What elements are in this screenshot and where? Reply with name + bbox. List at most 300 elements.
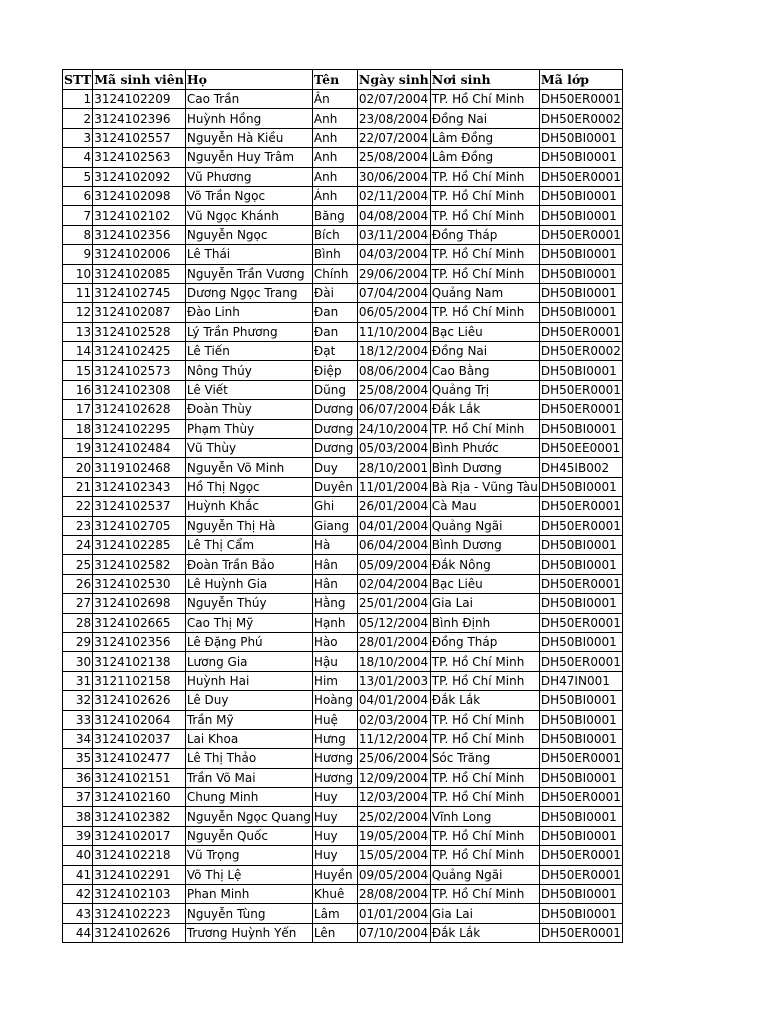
cell-student-id: 3124102218 (93, 846, 186, 865)
cell-student-id: 3124102064 (93, 710, 186, 729)
cell-birth-date: 24/10/2004 (357, 419, 430, 438)
cell-last-name: Nguyễn Ngọc Quang (185, 807, 312, 826)
cell-first-name: Anh (312, 109, 357, 128)
cell-birth-date: 01/01/2004 (357, 904, 430, 923)
cell-birth-place: TP. Hồ Chí Minh (430, 245, 539, 264)
cell-class-code: DH50BI0001 (539, 361, 622, 380)
cell-stt: 18 (63, 419, 93, 438)
cell-birth-place: TP. Hồ Chí Minh (430, 710, 539, 729)
cell-stt: 16 (63, 380, 93, 399)
table-row (63, 245, 623, 264)
cell-first-name: Huy (312, 846, 357, 865)
cell-stt: 33 (63, 710, 93, 729)
header-row (63, 70, 623, 90)
cell-class-code: DH50ER0001 (539, 652, 622, 671)
cell-class-code: DH50ER0001 (539, 225, 622, 244)
cell-birth-place: TP. Hồ Chí Minh (430, 826, 539, 845)
cell-class-code: DH50ER0002 (539, 109, 622, 128)
cell-birth-place: Đồng Nai (430, 342, 539, 361)
cell-student-id: 3124102087 (93, 303, 186, 322)
cell-stt: 43 (63, 904, 93, 923)
cell-last-name: Lai Khoa (185, 729, 312, 748)
cell-student-id: 3124102537 (93, 497, 186, 516)
cell-student-id: 3124102745 (93, 283, 186, 302)
table-row (63, 652, 623, 671)
cell-birth-place: Bạc Liêu (430, 574, 539, 593)
cell-first-name: Huy (312, 788, 357, 807)
cell-last-name: Lê Đặng Phú (185, 632, 312, 651)
cell-first-name: Anh (312, 167, 357, 186)
cell-birth-place: TP. Hồ Chí Minh (430, 846, 539, 865)
cell-student-id: 3124102626 (93, 691, 186, 710)
cell-class-code: DH50ER0001 (539, 516, 622, 535)
table-row (63, 826, 623, 845)
cell-last-name: Dương Ngọc Trang (185, 283, 312, 302)
cell-student-id: 3124102628 (93, 400, 186, 419)
cell-class-code: DH50ER0001 (539, 865, 622, 884)
cell-birth-date: 02/11/2004 (357, 186, 430, 205)
cell-student-id: 3124102138 (93, 652, 186, 671)
cell-birth-date: 23/08/2004 (357, 109, 430, 128)
table-row (63, 264, 623, 283)
cell-birth-date: 02/07/2004 (357, 90, 430, 109)
cell-stt: 28 (63, 613, 93, 632)
table-row (63, 322, 623, 341)
cell-student-id: 3124102356 (93, 632, 186, 651)
table-row (63, 148, 623, 167)
cell-birth-date: 02/04/2004 (357, 574, 430, 593)
cell-stt: 6 (63, 186, 93, 205)
cell-class-code: DH50BI0001 (539, 477, 622, 496)
cell-student-id: 3124102530 (93, 574, 186, 593)
cell-first-name: Huy (312, 807, 357, 826)
cell-class-code: DH50BI0001 (539, 632, 622, 651)
table-row (63, 400, 623, 419)
cell-class-code: DH50BI0001 (539, 555, 622, 574)
cell-birth-place: TP. Hồ Chí Minh (430, 788, 539, 807)
cell-stt: 3 (63, 128, 93, 147)
cell-last-name: Lý Trần Phương (185, 322, 312, 341)
cell-class-code: DH50BI0001 (539, 245, 622, 264)
cell-class-code: DH50BI0001 (539, 148, 622, 167)
cell-last-name: Cao Thị Mỹ (185, 613, 312, 632)
cell-student-id: 3124102085 (93, 264, 186, 283)
cell-birth-date: 26/01/2004 (357, 497, 430, 516)
cell-student-id: 3124102484 (93, 439, 186, 458)
cell-birth-place: Đắk Lắk (430, 691, 539, 710)
cell-stt: 36 (63, 768, 93, 787)
cell-class-code: DH50ER0001 (539, 167, 622, 186)
cell-birth-date: 18/12/2004 (357, 342, 430, 361)
cell-first-name: Hạnh (312, 613, 357, 632)
cell-class-code: DH50ER0001 (539, 497, 622, 516)
cell-stt: 24 (63, 535, 93, 554)
cell-birth-place: TP. Hồ Chí Minh (430, 303, 539, 322)
cell-stt: 5 (63, 167, 93, 186)
cell-birth-place: Bạc Liêu (430, 322, 539, 341)
cell-birth-date: 02/03/2004 (357, 710, 430, 729)
cell-last-name: Đào Linh (185, 303, 312, 322)
cell-birth-place: TP. Hồ Chí Minh (430, 206, 539, 225)
cell-birth-place: Lâm Đồng (430, 128, 539, 147)
cell-last-name: Lê Thái (185, 245, 312, 264)
cell-class-code: DH50BI0001 (539, 826, 622, 845)
table-row (63, 904, 623, 923)
cell-stt: 21 (63, 477, 93, 496)
cell-last-name: Nguyễn Hà Kiều (185, 128, 312, 147)
cell-last-name: Nguyễn Trần Vương (185, 264, 312, 283)
cell-birth-place: Bình Định (430, 613, 539, 632)
cell-student-id: 3124102037 (93, 729, 186, 748)
header-student-id: Mã sinh viên (93, 70, 186, 90)
cell-stt: 27 (63, 594, 93, 613)
cell-first-name: Ánh (312, 186, 357, 205)
cell-first-name: Hằng (312, 594, 357, 613)
cell-last-name: Nông Thúy (185, 361, 312, 380)
table-row (63, 283, 623, 302)
cell-first-name: Duyên (312, 477, 357, 496)
cell-birth-date: 05/12/2004 (357, 613, 430, 632)
cell-birth-place: TP. Hồ Chí Minh (430, 885, 539, 904)
cell-birth-date: 30/06/2004 (357, 167, 430, 186)
cell-last-name: Lương Gia (185, 652, 312, 671)
cell-class-code: DH50BI0001 (539, 729, 622, 748)
cell-birth-date: 18/10/2004 (357, 652, 430, 671)
cell-first-name: Duy (312, 458, 357, 477)
cell-last-name: Lê Tiến (185, 342, 312, 361)
table-row (63, 128, 623, 147)
cell-student-id: 3124102006 (93, 245, 186, 264)
cell-student-id: 3124102396 (93, 109, 186, 128)
cell-birth-date: 19/05/2004 (357, 826, 430, 845)
cell-class-code: DH45IB002 (539, 458, 622, 477)
header-first-name: Tên (312, 70, 357, 90)
cell-class-code: DH50BI0001 (539, 283, 622, 302)
cell-birth-place: Bà Rịa - Vũng Tàu (430, 477, 539, 496)
table-row (63, 594, 623, 613)
cell-stt: 12 (63, 303, 93, 322)
cell-stt: 23 (63, 516, 93, 535)
table-row (63, 671, 623, 690)
header-class-code: Mã lớp (539, 70, 622, 90)
cell-birth-place: TP. Hồ Chí Minh (430, 186, 539, 205)
cell-last-name: Nguyễn Thị Hà (185, 516, 312, 535)
cell-birth-date: 03/11/2004 (357, 225, 430, 244)
cell-birth-place: Quảng Ngãi (430, 865, 539, 884)
cell-stt: 41 (63, 865, 93, 884)
cell-student-id: 3124102291 (93, 865, 186, 884)
cell-birth-place: Vĩnh Long (430, 807, 539, 826)
cell-stt: 31 (63, 671, 93, 690)
cell-class-code: DH50BI0001 (539, 264, 622, 283)
cell-stt: 39 (63, 826, 93, 845)
cell-birth-place: TP. Hồ Chí Minh (430, 729, 539, 748)
cell-student-id: 3124102209 (93, 90, 186, 109)
cell-birth-date: 05/09/2004 (357, 555, 430, 574)
cell-birth-place: TP. Hồ Chí Minh (430, 90, 539, 109)
cell-student-id: 3124102285 (93, 535, 186, 554)
cell-student-id: 3124102343 (93, 477, 186, 496)
cell-birth-place: Sóc Trăng (430, 749, 539, 768)
table-row (63, 710, 623, 729)
cell-last-name: Vũ Ngọc Khánh (185, 206, 312, 225)
cell-last-name: Nguyễn Quốc (185, 826, 312, 845)
cell-stt: 25 (63, 555, 93, 574)
cell-birth-date: 25/08/2004 (357, 380, 430, 399)
cell-student-id: 3119102468 (93, 458, 186, 477)
table-row (63, 613, 623, 632)
cell-birth-date: 25/08/2004 (357, 148, 430, 167)
cell-first-name: Ân (312, 90, 357, 109)
cell-stt: 7 (63, 206, 93, 225)
table-row (63, 206, 623, 225)
cell-birth-place: Cà Mau (430, 497, 539, 516)
cell-class-code: DH50BI0001 (539, 128, 622, 147)
header-last-name: Họ (185, 70, 312, 90)
cell-birth-date: 06/04/2004 (357, 535, 430, 554)
cell-stt: 13 (63, 322, 93, 341)
cell-birth-date: 08/06/2004 (357, 361, 430, 380)
cell-birth-date: 29/06/2004 (357, 264, 430, 283)
cell-student-id: 3124102102 (93, 206, 186, 225)
cell-class-code: DH50BI0001 (539, 885, 622, 904)
cell-first-name: Hân (312, 574, 357, 593)
cell-first-name: Đan (312, 303, 357, 322)
cell-class-code: DH50BI0001 (539, 206, 622, 225)
cell-birth-place: Bình Dương (430, 458, 539, 477)
header-birth-place: Nơi sinh (430, 70, 539, 90)
table-row (63, 885, 623, 904)
cell-student-id: 3124102308 (93, 380, 186, 399)
cell-birth-date: 25/02/2004 (357, 807, 430, 826)
cell-class-code: DH50ER0001 (539, 400, 622, 419)
cell-student-id: 3124102356 (93, 225, 186, 244)
cell-last-name: Trương Huỳnh Yến (185, 923, 312, 942)
cell-stt: 10 (63, 264, 93, 283)
cell-student-id: 3124102705 (93, 516, 186, 535)
table-row (63, 729, 623, 748)
cell-class-code: DH50BI0001 (539, 419, 622, 438)
cell-birth-date: 22/07/2004 (357, 128, 430, 147)
cell-class-code: DH50EE0001 (539, 439, 622, 458)
cell-birth-date: 04/01/2004 (357, 691, 430, 710)
cell-birth-date: 04/03/2004 (357, 245, 430, 264)
cell-student-id: 3124102425 (93, 342, 186, 361)
cell-last-name: Nguyễn Tùng (185, 904, 312, 923)
cell-first-name: Khuê (312, 885, 357, 904)
cell-student-id: 3124102528 (93, 322, 186, 341)
cell-class-code: DH50ER0001 (539, 90, 622, 109)
table-row (63, 788, 623, 807)
cell-first-name: Huyền (312, 865, 357, 884)
cell-birth-date: 05/03/2004 (357, 439, 430, 458)
cell-class-code: DH50ER0001 (539, 322, 622, 341)
cell-last-name: Trần Mỹ (185, 710, 312, 729)
cell-birth-place: Quảng Trị (430, 380, 539, 399)
cell-student-id: 3124102626 (93, 923, 186, 942)
cell-birth-date: 11/10/2004 (357, 322, 430, 341)
cell-last-name: Lê Viết (185, 380, 312, 399)
cell-birth-place: Đồng Tháp (430, 632, 539, 651)
cell-student-id: 3124102098 (93, 186, 186, 205)
cell-last-name: Võ Thị Lệ (185, 865, 312, 884)
cell-stt: 4 (63, 148, 93, 167)
cell-birth-place: TP. Hồ Chí Minh (430, 419, 539, 438)
cell-first-name: Đài (312, 283, 357, 302)
cell-birth-date: 07/10/2004 (357, 923, 430, 942)
cell-student-id: 3124102092 (93, 167, 186, 186)
cell-class-code: DH50ER0001 (539, 574, 622, 593)
cell-student-id: 3124102151 (93, 768, 186, 787)
cell-first-name: Đạt (312, 342, 357, 361)
cell-student-id: 3124102295 (93, 419, 186, 438)
table-row (63, 535, 623, 554)
cell-first-name: Dương (312, 400, 357, 419)
table-row (63, 90, 623, 109)
table-row (63, 419, 623, 438)
cell-birth-place: TP. Hồ Chí Minh (430, 671, 539, 690)
cell-student-id: 3124102573 (93, 361, 186, 380)
table-row (63, 342, 623, 361)
cell-first-name: Dũng (312, 380, 357, 399)
cell-class-code: DH50ER0002 (539, 342, 622, 361)
cell-stt: 8 (63, 225, 93, 244)
cell-stt: 17 (63, 400, 93, 419)
cell-last-name: Huỳnh Hai (185, 671, 312, 690)
cell-class-code: DH50BI0001 (539, 594, 622, 613)
cell-first-name: Giang (312, 516, 357, 535)
table-row (63, 186, 623, 205)
cell-last-name: Lê Duy (185, 691, 312, 710)
cell-last-name: Cao Trần (185, 90, 312, 109)
cell-first-name: Băng (312, 206, 357, 225)
cell-first-name: Dương (312, 439, 357, 458)
cell-last-name: Huỳnh Khắc (185, 497, 312, 516)
cell-stt: 44 (63, 923, 93, 942)
cell-stt: 2 (63, 109, 93, 128)
cell-last-name: Võ Trần Ngọc (185, 186, 312, 205)
cell-last-name: Đoàn Thùy (185, 400, 312, 419)
cell-student-id: 3124102103 (93, 885, 186, 904)
cell-last-name: Nguyễn Võ Minh (185, 458, 312, 477)
cell-first-name: Bích (312, 225, 357, 244)
cell-first-name: Hương (312, 749, 357, 768)
table-row (63, 846, 623, 865)
table-row (63, 380, 623, 399)
cell-birth-date: 09/05/2004 (357, 865, 430, 884)
cell-class-code: DH50BI0001 (539, 691, 622, 710)
cell-last-name: Nguyễn Thúy (185, 594, 312, 613)
cell-class-code: DH50BI0001 (539, 904, 622, 923)
cell-stt: 1 (63, 90, 93, 109)
cell-last-name: Phạm Thùy (185, 419, 312, 438)
table-row (63, 555, 623, 574)
cell-stt: 29 (63, 632, 93, 651)
cell-last-name: Trần Võ Mai (185, 768, 312, 787)
cell-birth-date: 13/01/2003 (357, 671, 430, 690)
cell-stt: 14 (63, 342, 93, 361)
table-row (63, 303, 623, 322)
cell-birth-place: Đồng Nai (430, 109, 539, 128)
cell-birth-date: 12/03/2004 (357, 788, 430, 807)
cell-class-code: DH50ER0001 (539, 923, 622, 942)
cell-birth-place: Bình Phước (430, 439, 539, 458)
cell-first-name: Dương (312, 419, 357, 438)
cell-birth-date: 11/01/2004 (357, 477, 430, 496)
cell-first-name: Ghi (312, 497, 357, 516)
cell-class-code: DH50BI0001 (539, 807, 622, 826)
cell-stt: 42 (63, 885, 93, 904)
table-row (63, 225, 623, 244)
cell-student-id: 3124102160 (93, 788, 186, 807)
cell-student-id: 3124102698 (93, 594, 186, 613)
cell-class-code: DH50BI0001 (539, 535, 622, 554)
table-row (63, 574, 623, 593)
cell-student-id: 3124102223 (93, 904, 186, 923)
table-row (63, 691, 623, 710)
table-row (63, 477, 623, 496)
cell-first-name: Hân (312, 555, 357, 574)
cell-last-name: Vũ Trọng (185, 846, 312, 865)
cell-stt: 37 (63, 788, 93, 807)
table-row (63, 807, 623, 826)
cell-birth-place: TP. Hồ Chí Minh (430, 652, 539, 671)
cell-student-id: 3124102382 (93, 807, 186, 826)
cell-stt: 40 (63, 846, 93, 865)
cell-last-name: Lê Huỳnh Gia (185, 574, 312, 593)
cell-first-name: Lên (312, 923, 357, 942)
cell-birth-place: Gia Lai (430, 904, 539, 923)
cell-birth-date: 15/05/2004 (357, 846, 430, 865)
cell-class-code: DH50ER0001 (539, 613, 622, 632)
cell-first-name: Điệp (312, 361, 357, 380)
cell-birth-place: Đắk Nông (430, 555, 539, 574)
cell-class-code: DH50ER0001 (539, 749, 622, 768)
cell-stt: 15 (63, 361, 93, 380)
cell-birth-date: 04/01/2004 (357, 516, 430, 535)
cell-last-name: Vũ Phương (185, 167, 312, 186)
cell-birth-date: 28/10/2001 (357, 458, 430, 477)
cell-student-id: 3124102665 (93, 613, 186, 632)
cell-birth-place: Cao Bằng (430, 361, 539, 380)
cell-class-code: DH50BI0001 (539, 186, 622, 205)
cell-birth-date: 11/12/2004 (357, 729, 430, 748)
cell-birth-place: TP. Hồ Chí Minh (430, 264, 539, 283)
table-row (63, 516, 623, 535)
cell-birth-place: Lâm Đồng (430, 148, 539, 167)
cell-last-name: Nguyễn Ngọc (185, 225, 312, 244)
cell-stt: 26 (63, 574, 93, 593)
cell-class-code: DH50BI0001 (539, 303, 622, 322)
table-row (63, 749, 623, 768)
cell-class-code: DH50ER0001 (539, 788, 622, 807)
cell-first-name: Hương (312, 768, 357, 787)
cell-first-name: Hà (312, 535, 357, 554)
cell-birth-place: Gia Lai (430, 594, 539, 613)
table-row (63, 439, 623, 458)
table-row (63, 497, 623, 516)
cell-student-id: 3124102017 (93, 826, 186, 845)
cell-first-name: Chính (312, 264, 357, 283)
cell-last-name: Vũ Thùy (185, 439, 312, 458)
cell-first-name: Him (312, 671, 357, 690)
cell-birth-place: Quảng Ngãi (430, 516, 539, 535)
cell-first-name: Huệ (312, 710, 357, 729)
table-body (63, 90, 623, 943)
cell-birth-date: 06/05/2004 (357, 303, 430, 322)
cell-birth-date: 28/08/2004 (357, 885, 430, 904)
cell-last-name: Hồ Thị Ngọc (185, 477, 312, 496)
